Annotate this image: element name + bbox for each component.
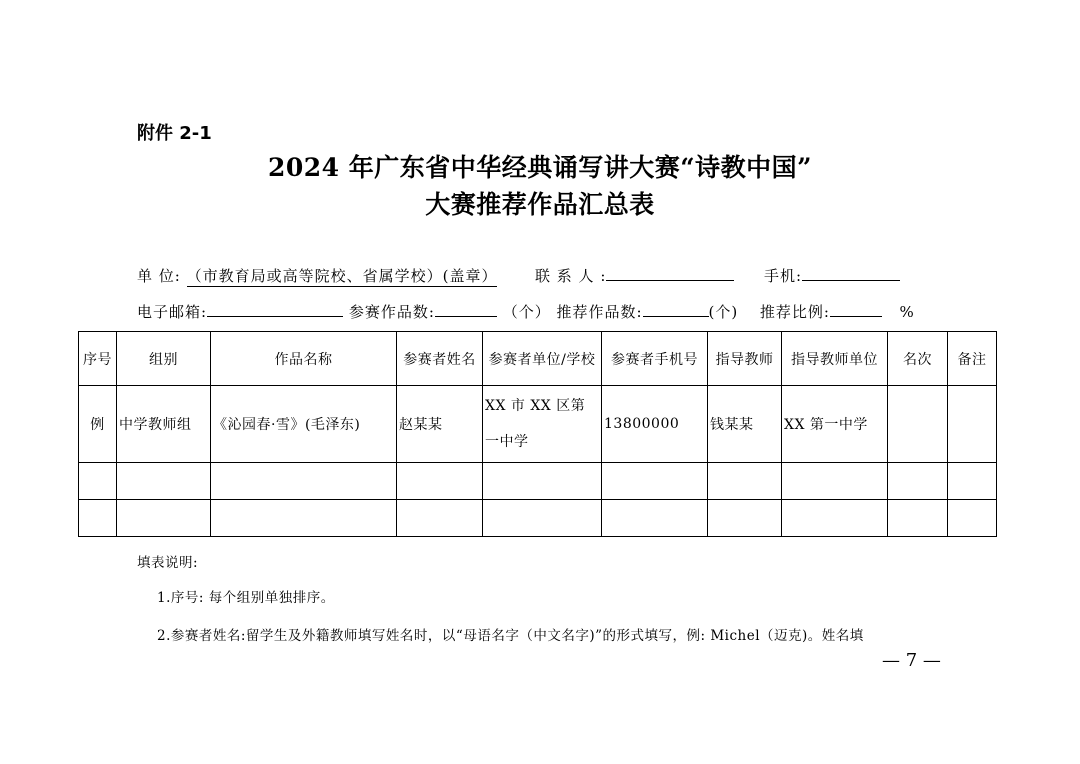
example-group-cell: 中学教师组 [117, 386, 211, 463]
header-cell-work-title: 作品名称 [211, 332, 397, 386]
note-item-1: 1.序号: 每个组别单独排序。 [157, 590, 335, 606]
unit-info-line [137, 265, 900, 286]
email-info-line [137, 301, 915, 322]
example-participant-name-cell: 赵某某 [397, 386, 483, 463]
table-cell[interactable] [483, 463, 602, 500]
contact-field[interactable] [606, 265, 734, 281]
recommend-count-field[interactable] [643, 301, 709, 317]
header-cell-group: 组别 [117, 332, 211, 386]
example-remark-cell [948, 386, 997, 463]
contact-label: 联 系 人 : [535, 267, 607, 285]
table-row [79, 386, 997, 463]
page-number: — 7 — [882, 650, 941, 671]
table-cell[interactable] [397, 463, 483, 500]
works-table [78, 331, 997, 537]
table-cell[interactable] [782, 500, 888, 537]
table-header-row [79, 332, 997, 386]
works-count-label: 参赛作品数: [348, 303, 435, 321]
table-row [79, 463, 997, 500]
unit-value: （市教育局或高等院校、省属学校）(盖章） [186, 267, 498, 285]
example-teacher-cell: 钱某某 [708, 386, 782, 463]
table-cell[interactable] [117, 463, 211, 500]
table-cell[interactable] [948, 500, 997, 537]
table-cell[interactable] [888, 500, 948, 537]
header-cell-rank: 名次 [888, 332, 948, 386]
attachment-label: 附件 2-1 [137, 123, 212, 144]
table-cell[interactable] [483, 500, 602, 537]
recommend-ratio-field[interactable] [830, 301, 882, 317]
header-cell-teacher-unit: 指导教师单位 [782, 332, 888, 386]
example-participant-phone-cell: 13800000 [602, 386, 708, 463]
header-cell-seq: 序号 [79, 332, 117, 386]
table-cell[interactable] [948, 463, 997, 500]
header-cell-participant-phone: 参赛者手机号 [602, 332, 708, 386]
example-seq-cell: 例 [79, 386, 117, 463]
table-cell[interactable] [782, 463, 888, 500]
table-cell[interactable] [117, 500, 211, 537]
table-row [79, 500, 997, 537]
title-line-2: 大赛推荐作品汇总表 [425, 190, 655, 219]
table-cell[interactable] [211, 500, 397, 537]
title-line-1: 2024 年广东省中华经典诵写讲大赛“诗教中国” [267, 153, 813, 182]
header-cell-teacher: 指导教师 [708, 332, 782, 386]
recommend-count-unit: (个) [708, 303, 739, 321]
header-cell-participant-school: 参赛者单位/学校 [483, 332, 602, 386]
email-field[interactable] [207, 301, 343, 317]
table-cell[interactable] [602, 463, 708, 500]
header-cell-participant-name: 参赛者姓名 [397, 332, 483, 386]
example-rank-cell [888, 386, 948, 463]
table-cell[interactable] [79, 500, 117, 537]
example-participant-school-cell: XX 市 XX 区第一中学 [483, 386, 602, 463]
example-teacher-unit-cell: XX 第一中学 [782, 386, 888, 463]
header-cell-remark: 备注 [948, 332, 997, 386]
recommend-count-label: 推荐作品数: [556, 303, 643, 321]
table-cell[interactable] [708, 463, 782, 500]
percent-sign: % [899, 303, 915, 321]
note-item-2: 2.参赛者姓名:留学生及外籍教师填写姓名时，以“母语名字（中文名字)”的形式填写，例: Michel（迈克)。姓名填 [157, 628, 864, 644]
email-label: 电子邮箱: [137, 303, 208, 321]
table-cell[interactable] [397, 500, 483, 537]
recommend-ratio-label: 推荐比例: [759, 303, 830, 321]
table-cell[interactable] [708, 500, 782, 537]
unit-label: 单 位: [137, 267, 187, 285]
phone-label: 手机: [763, 267, 802, 285]
table-cell[interactable] [888, 463, 948, 500]
phone-field[interactable] [802, 265, 900, 281]
works-count-field[interactable] [435, 301, 497, 317]
table-cell[interactable] [602, 500, 708, 537]
notes-heading: 填表说明: [137, 555, 199, 571]
works-count-unit: （个） [502, 303, 551, 321]
table-cell[interactable] [79, 463, 117, 500]
table-cell[interactable] [211, 463, 397, 500]
example-work-title-cell: 《沁园春·雪》(毛泽东) [211, 386, 397, 463]
